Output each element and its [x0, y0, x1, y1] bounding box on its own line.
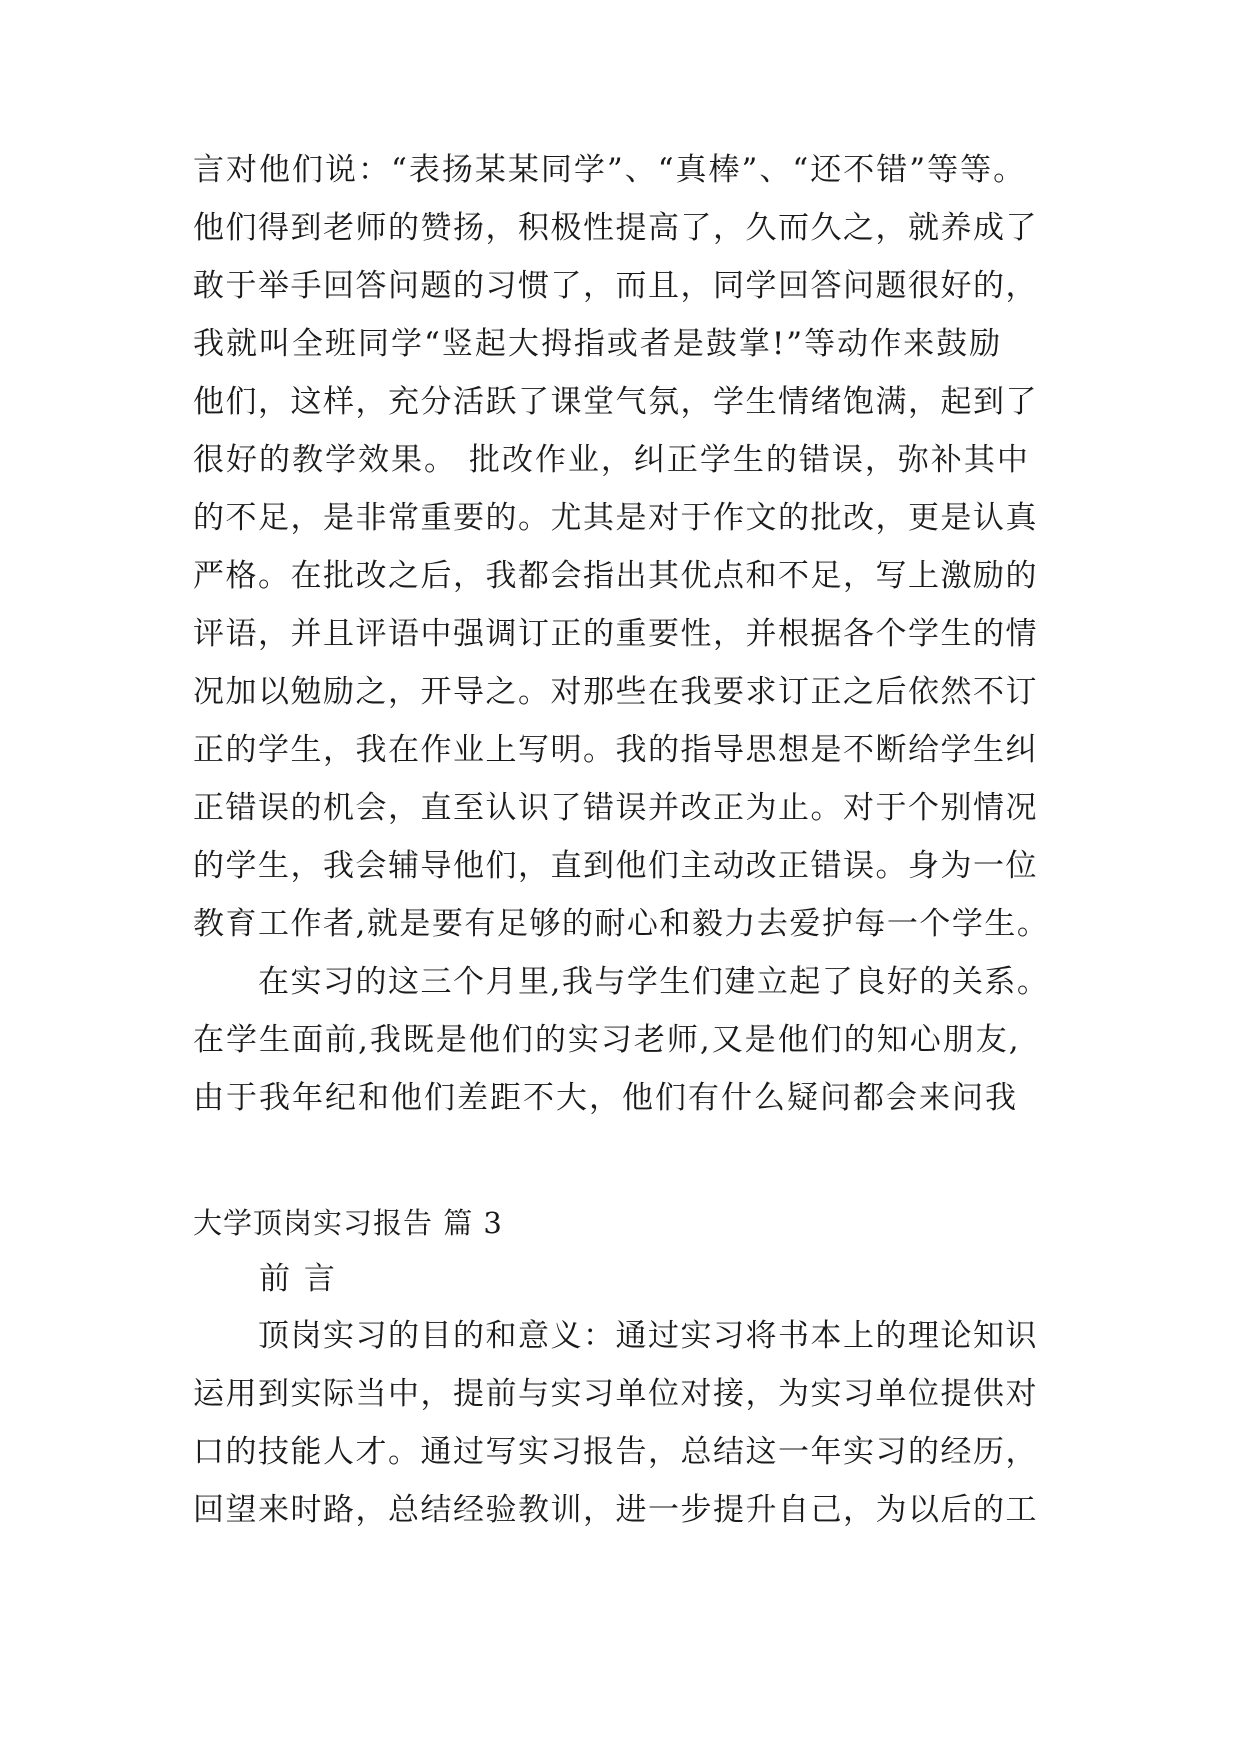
section-title: 大学顶岗实习报告 篇 3 [193, 1206, 503, 1240]
body-line: 我就叫全班同学“竖起大拇指或者是鼓掌!”等动作来鼓励 [193, 326, 1003, 362]
body-line: 他们，这样，充分活跃了课堂气氛，学生情绪饱满，起到了 [193, 384, 1038, 420]
body-line: 在实习的这三个月里,我与学生们建立起了良好的关系。 [193, 964, 1050, 1000]
body-line: 由于我年纪和他们差距不大，他们有什么疑问都会来问我 [193, 1080, 1018, 1116]
preface-line: 口的技能人才。通过写实习报告，总结这一年实习的经历， [193, 1434, 1038, 1470]
preface-line: 运用到实际当中，提前与实习单位对接，为实习单位提供对 [193, 1376, 1038, 1412]
body-line: 评语，并且评语中强调订正的重要性，并根据各个学生的情 [193, 616, 1038, 652]
preface-heading: 前 言 [193, 1261, 337, 1297]
body-line: 的不足，是非常重要的。尤其是对于作文的批改，更是认真 [193, 500, 1038, 536]
body-line: 他们得到老师的赞扬，积极性提高了，久而久之，就养成了 [193, 210, 1038, 246]
body-line: 的学生，我会辅导他们，直到他们主动改正错误。身为一位 [193, 848, 1038, 884]
body-line: 教育工作者,就是要有足够的耐心和毅力去爱护每一个学生。 [193, 906, 1050, 942]
body-line: 正错误的机会，直至认识了错误并改正为止。对于个别情况 [193, 790, 1038, 826]
body-line: 敢于举手回答问题的习惯了，而且，同学回答问题很好的， [193, 268, 1038, 304]
body-line: 言对他们说：“表扬某某同学”、“真棒”、“还不错”等等。 [193, 152, 1027, 188]
preface-line: 顶岗实习的目的和意义：通过实习将书本上的理论知识 [193, 1318, 1038, 1354]
body-line: 况加以勉励之，开导之。对那些在我要求订正之后依然不订 [193, 674, 1038, 710]
body-line: 严格。在批改之后，我都会指出其优点和不足，写上激励的 [193, 558, 1038, 594]
preface-line: 回望来时路，总结经验教训，进一步提升自己，为以后的工 [193, 1492, 1038, 1528]
body-line: 很好的教学效果。 批改作业，纠正学生的错误，弥补其中 [193, 442, 1030, 478]
body-line: 在学生面前,我既是他们的实习老师,又是他们的知心朋友, [193, 1022, 1021, 1058]
body-line: 正的学生，我在作业上写明。我的指导思想是不断给学生纠 [193, 732, 1038, 768]
